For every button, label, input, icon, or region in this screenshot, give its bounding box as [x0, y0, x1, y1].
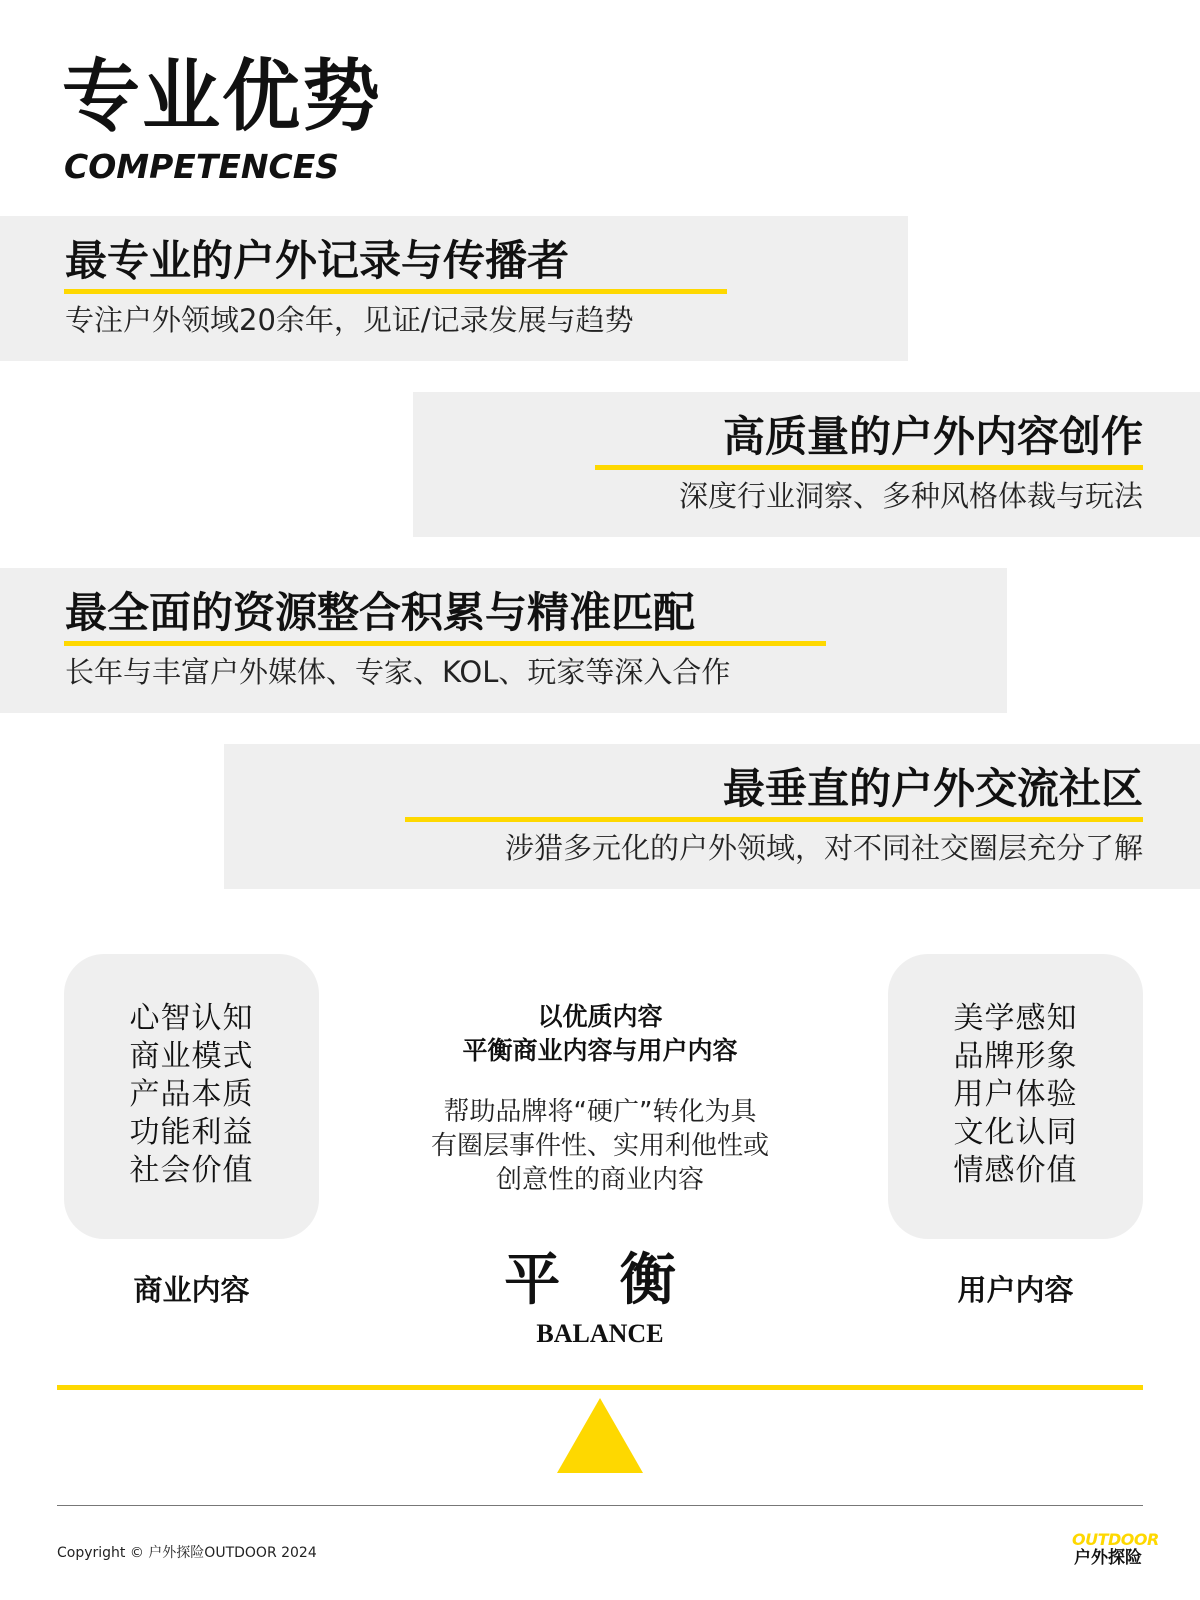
accent-underline: [405, 817, 1143, 822]
card-item: 商业模式: [129, 1039, 254, 1074]
headline-line: 平衡商业内容与用户内容: [462, 1036, 738, 1065]
logo-chinese: 户外探险: [1074, 1548, 1142, 1568]
competence-subtitle: 涉猎多元化的户外领域，对不同社交圈层充分了解: [504, 831, 1143, 865]
business-content-card: [64, 954, 319, 1239]
card-item: 功能利益: [129, 1115, 254, 1150]
page-subtitle: COMPETENCES: [64, 147, 340, 186]
competence-band-4: [224, 744, 1200, 889]
accent-underline: [64, 641, 826, 646]
card-item: 文化认同: [953, 1115, 1078, 1150]
card-item: 心智认知: [129, 1001, 254, 1036]
balance-title-en: BALANCE: [536, 1319, 664, 1348]
footer-divider: [57, 1505, 1143, 1506]
card-item: 品牌形象: [953, 1039, 1078, 1074]
competence-title: 最垂直的户外交流社区: [722, 764, 1143, 813]
accent-underline: [64, 289, 727, 294]
user-content-label: 用户内容: [957, 1273, 1074, 1307]
accent-underline: [595, 465, 1143, 470]
fulcrum-triangle-icon: [557, 1398, 643, 1473]
competence-band-2: [413, 392, 1200, 537]
balance-headline: [410, 1000, 790, 1068]
user-content-card: [888, 954, 1143, 1239]
logo-wordmark: OUTDOOR: [1072, 1530, 1159, 1549]
card-item: 美学感知: [953, 1001, 1078, 1036]
competence-subtitle: 长年与丰富户外媒体、专家、KOL、玩家等深入合作: [65, 655, 731, 689]
page-title: 专业优势: [62, 52, 383, 142]
competence-band-1: [0, 216, 908, 361]
description-line: 创意性的商业内容: [495, 1165, 704, 1195]
competence-subtitle: 深度行业洞察、多种风格体裁与玩法: [678, 479, 1143, 513]
competence-subtitle: 专注户外领域20余年，见证/记录发展与趋势: [65, 303, 634, 337]
balance-beam: [57, 1385, 1143, 1390]
card-item: 社会价值: [129, 1153, 254, 1188]
card-item: 用户体验: [953, 1077, 1078, 1112]
description-line: 帮助品牌将“硬广”转化为具: [443, 1097, 757, 1127]
description-line: 有圈层事件性、实用利他性或: [430, 1131, 769, 1161]
competence-title: 最专业的户外记录与传播者: [65, 236, 570, 285]
headline-line: 以优质内容: [537, 1002, 663, 1031]
competence-title: 高质量的户外内容创作: [722, 412, 1143, 461]
competence-title: 最全面的资源整合积累与精准匹配: [65, 588, 696, 637]
business-content-label: 商业内容: [133, 1273, 250, 1307]
card-item: 产品本质: [129, 1077, 254, 1112]
card-item: 情感价值: [953, 1153, 1078, 1188]
competence-band-3: [0, 568, 1007, 713]
copyright-text: Copyright © 户外探险OUTDOOR 2024: [57, 1545, 317, 1561]
brand-logo: [1072, 1530, 1159, 1568]
balance-description: [410, 1095, 790, 1197]
balance-title-cn: 平 衡: [504, 1248, 696, 1313]
